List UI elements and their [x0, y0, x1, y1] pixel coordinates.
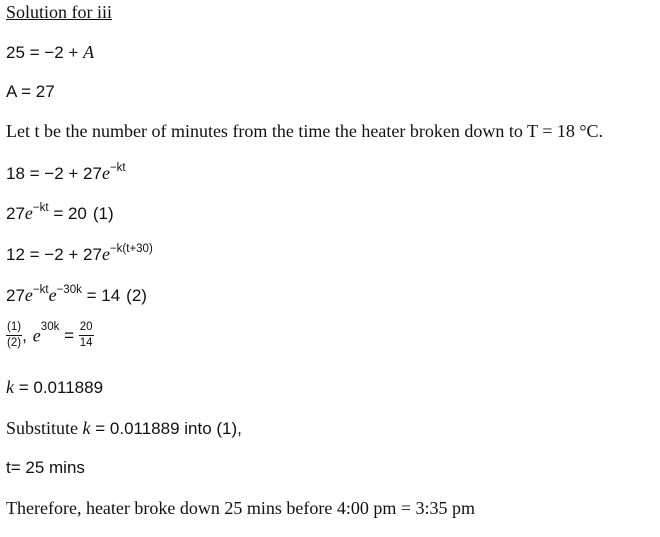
equation-a-value: A = 27 [6, 82, 55, 101]
equation-25-equals [6, 43, 94, 61]
eq4-coef: 27 [6, 204, 25, 223]
eq6-base1: e [24, 285, 33, 305]
eq6-exponent1: −kt [32, 284, 49, 296]
substitution-statement [6, 419, 242, 437]
eq5-base: e [101, 244, 110, 264]
eq4-exponent: −kt [32, 202, 49, 214]
equation-k-value [6, 378, 103, 396]
equation-1 [6, 204, 114, 223]
eq5-lhs: 12 = −2 + 27 [6, 245, 102, 264]
eq6-coef: 27 [6, 286, 25, 305]
equation-ratio [6, 321, 94, 350]
ratio-comma: , [22, 326, 27, 346]
value-numerator: 20 [79, 321, 94, 336]
eq4-base: e [24, 203, 33, 223]
eq5-exponent: −k(t+30) [109, 243, 153, 255]
equation-t-value: t= 25 mins [6, 458, 85, 477]
value-fraction [79, 321, 94, 350]
eq3-base: e [101, 163, 110, 183]
eq4-label: (1) [92, 204, 114, 223]
eq8-var: k [6, 377, 14, 397]
eq6-rhs: = 14 [81, 286, 121, 305]
eq1-lhs: 25 [6, 43, 25, 62]
equation-12 [6, 245, 153, 264]
eq6-exponent2: −30k [56, 284, 82, 296]
eq7-equals: = [59, 326, 79, 346]
eq3-lhs: 18 = −2 + 27 [6, 164, 102, 183]
conclusion-statement: Therefore, heater broke down 25 mins before 4:00 pm = 3:35 pm [6, 498, 476, 518]
eq9-prefix: Substitute [6, 418, 83, 438]
eq6-label: (2) [126, 286, 147, 305]
equation-2 [6, 286, 147, 305]
ratio-numerator: (1) [6, 321, 22, 336]
eq9-rest: = 0.011889 into (1), [90, 419, 242, 438]
definition-statement: Let t be the number of minutes from the time the heater broken down to T = 18 °C. [6, 121, 604, 141]
eq1-op: = −2 + [24, 43, 84, 62]
eq9-var: k [82, 418, 91, 438]
eq7-exponent: 30k [40, 320, 60, 333]
eq6-base2: e [48, 285, 57, 305]
ratio-fraction [6, 321, 22, 350]
eq7-base: e [32, 325, 41, 346]
equation-18 [6, 164, 126, 183]
eq1-var: A [83, 42, 95, 62]
solution-heading: Solution for iii [6, 2, 113, 22]
eq4-rhs: = 20 [48, 204, 87, 223]
eq8-rhs: = 0.011889 [14, 378, 104, 397]
value-denominator: 14 [79, 337, 93, 350]
ratio-denominator: (2) [7, 337, 22, 350]
eq3-exponent: −kt [109, 162, 126, 174]
